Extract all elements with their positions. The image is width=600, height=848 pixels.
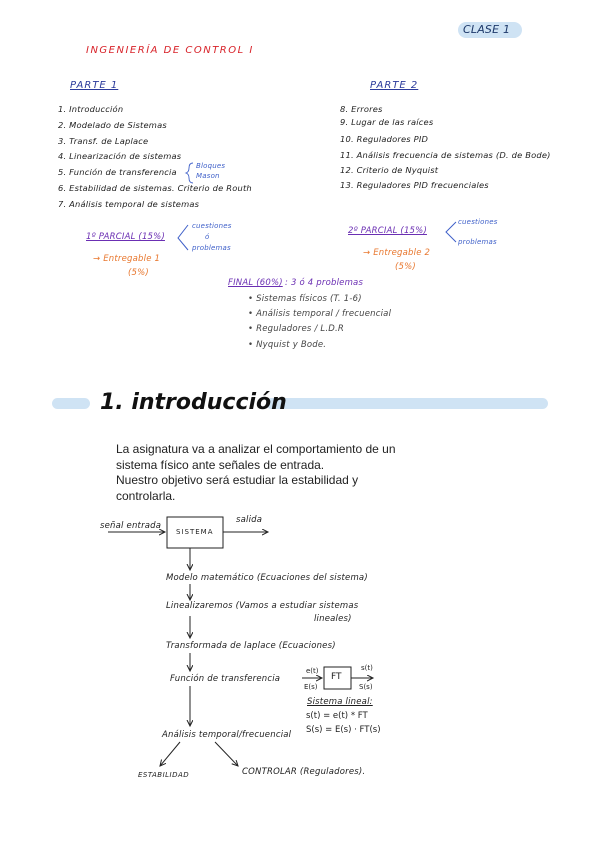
parte1-heading: PARTE 1 xyxy=(70,80,119,91)
angle-bracket-icon xyxy=(178,225,188,250)
leaf-estabilidad: ESTABILIDAD xyxy=(138,771,190,779)
sistema-label: SISTEMA xyxy=(176,528,214,536)
parte1-item: 3. Transf. de Laplace xyxy=(58,136,149,146)
parte1-item: 2. Modelado de Sistemas xyxy=(58,120,167,130)
paragraph-line: sistema físico ante señales de entrada. xyxy=(116,457,325,472)
parcial1-option: problemas xyxy=(192,244,231,252)
parte1-item: 7. Análisis temporal de sistemas xyxy=(58,199,200,209)
parte1-item: 5. Función de transferencia xyxy=(58,167,177,177)
bracket-icon xyxy=(186,163,193,183)
final-bullet: • Sistemas físicos (T. 1-6) xyxy=(248,294,362,304)
step-linealizar-2: lineales) xyxy=(314,614,352,624)
paragraph-line: Nuestro objetivo será estudiar la estabilidad y xyxy=(116,473,359,487)
ft-out-top: s(t) xyxy=(361,664,373,672)
step-linealizar: Linealizaremos (Vamos a estudiar sistemas xyxy=(166,601,359,611)
parte2-item: 8. Errores xyxy=(340,104,383,114)
final-bullet: • Nyquist y Bode. xyxy=(248,340,327,350)
parcial1-option: ó xyxy=(205,233,210,241)
paragraph-line: controlarla. xyxy=(116,488,176,503)
ft-in-top: e(t) xyxy=(306,667,319,675)
leaf-controlar: CONTROLAR (Reguladores). xyxy=(242,767,366,777)
entregable2-pct: (5%) xyxy=(395,262,416,272)
bracket-note: Mason xyxy=(196,172,220,180)
parte1-item: 1. Introducción xyxy=(58,104,124,114)
parcial1-label: 1º PARCIAL (15%) xyxy=(86,232,165,242)
ft-in-bottom: E(s) xyxy=(304,683,318,691)
section-title: 1. introducción xyxy=(100,390,287,415)
clase-label: CLASE 1 xyxy=(463,23,511,36)
parcial2-option: problemas xyxy=(458,238,497,246)
input-label: señal entrada xyxy=(100,521,162,531)
final-bullet: • Reguladores / L.D.R xyxy=(248,324,345,334)
entregable2: → Entregable 2 xyxy=(363,248,431,258)
parte2-item: 13. Reguladores PID frecuenciales xyxy=(340,180,489,190)
parcial2-label: 2º PARCIAL (15%) xyxy=(348,226,427,236)
parte2-item: 11. Análisis frecuencia de sistemas (D. de Bode) xyxy=(340,150,551,160)
final-detail: : 3 ó 4 problemas xyxy=(285,278,364,288)
parte2-item: 10. Reguladores PID xyxy=(340,134,429,144)
ft-label: FT xyxy=(331,672,342,682)
step-ft: Función de transferencia xyxy=(170,674,281,684)
lineal-eq2: S(s) = E(s) · FT(s) xyxy=(306,725,381,735)
lineal-eq1: s(t) = e(t) * FT xyxy=(306,711,368,721)
entregable1: → Entregable 1 xyxy=(93,254,161,264)
angle-bracket-icon xyxy=(446,222,456,242)
final-bullet: • Análisis temporal / frecuencial xyxy=(248,309,392,319)
output-label: salida xyxy=(236,515,263,525)
parte1-item: 6. Estabilidad de sistemas. Criterio de Routh xyxy=(58,183,252,193)
parte1-item: 4. Linearización de sistemas xyxy=(58,151,182,161)
bracket-note: Bloques xyxy=(196,162,226,170)
step-laplace: Transformada de laplace (Ecuaciones) xyxy=(166,641,336,651)
parte2-item: 12. Criterio de Nyquist xyxy=(340,165,439,175)
paragraph-line: La asignatura va a analizar el comportamiento de un xyxy=(116,442,396,456)
step-analisis: Análisis temporal/frecuencial xyxy=(162,730,292,740)
step-model: Modelo matemático (Ecuaciones del sistema) xyxy=(166,573,368,583)
parte2-heading: PARTE 2 xyxy=(370,80,419,91)
final-label: FINAL (60%) xyxy=(228,278,283,288)
parcial1-option: cuestiones xyxy=(192,222,232,230)
parte2-item: 9. Lugar de las raíces xyxy=(340,117,434,127)
ft-out-bottom: S(s) xyxy=(359,683,373,691)
course-title: INGENIERÍA DE CONTROL I xyxy=(86,45,254,56)
parcial2-option: cuestiones xyxy=(458,218,498,226)
lineal-title: Sistema lineal: xyxy=(307,697,373,707)
entregable1-pct: (5%) xyxy=(128,268,149,278)
